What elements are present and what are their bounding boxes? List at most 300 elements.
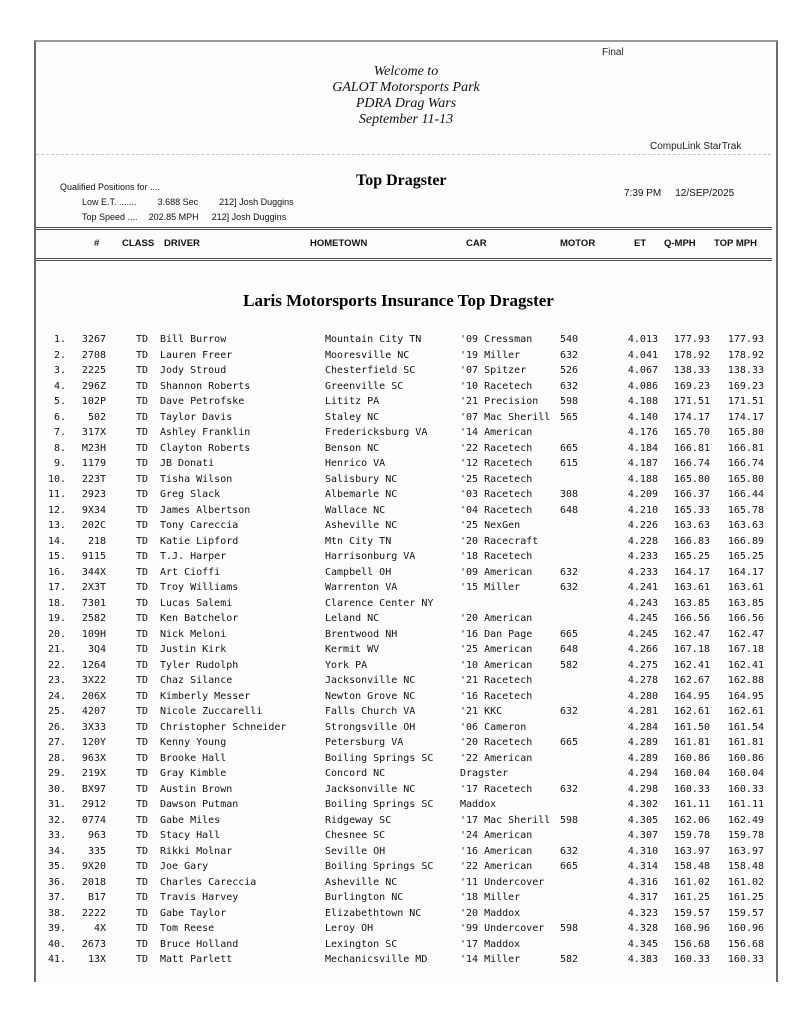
row-position: 9.	[53, 458, 66, 469]
table-row	[36, 906, 772, 922]
hometown: Lexington SC	[325, 938, 398, 950]
car-make: '99 Undercover	[460, 923, 545, 934]
hometown: Campbell OH	[325, 566, 392, 578]
class-code: TD	[136, 923, 149, 934]
driver-name: Joe Gary	[160, 861, 209, 872]
hometown: Leland NC	[325, 613, 380, 624]
motor-size: 632	[560, 845, 579, 857]
car-make: '20 American	[460, 613, 533, 624]
low-et-entry: 212] Josh Duggins	[219, 197, 294, 207]
qualifying-mph: 178.92	[673, 349, 710, 361]
row-position: 34.	[47, 845, 66, 857]
qualifying-mph: 162.41	[673, 659, 710, 671]
row-position: 6.	[53, 411, 66, 423]
class-code: TD	[136, 830, 149, 841]
elapsed-time: 4.013	[627, 334, 658, 345]
motor-size: 665	[560, 442, 579, 454]
class-code: TD	[136, 473, 149, 485]
table-row	[36, 549, 772, 565]
class-code: TD	[136, 597, 149, 609]
car-number: 223T	[81, 473, 106, 485]
qualifying-mph: 162.06	[673, 814, 710, 826]
driver-name: Gray Kimble	[160, 768, 227, 779]
driver-name: Travis Harvey	[160, 892, 239, 903]
hometown: York PA	[325, 659, 368, 671]
hometown: Benson NC	[325, 442, 380, 454]
driver-name: Shannon Roberts	[160, 380, 251, 392]
car-number: B17	[87, 892, 106, 903]
top-mph: 163.85	[727, 597, 764, 609]
motor-size: 632	[560, 706, 579, 717]
table-row	[36, 859, 772, 875]
hometown: Salisbury NC	[325, 473, 398, 485]
class-code: TD	[136, 427, 149, 438]
car-number: 9X20	[81, 861, 106, 872]
class-code: TD	[136, 613, 149, 624]
class-code: TD	[136, 520, 149, 531]
row-position: 31.	[47, 799, 66, 810]
row-position: 4.	[53, 380, 66, 392]
col-header-qmph: Q-MPH	[664, 238, 696, 249]
car-number: 296Z	[81, 380, 106, 392]
elapsed-time: 4.226	[627, 520, 658, 531]
qualifying-mph: 166.74	[673, 458, 710, 469]
row-position: 35.	[47, 861, 66, 872]
row-position: 23.	[47, 675, 66, 686]
qualifying-mph: 159.57	[673, 907, 710, 919]
top-mph: 167.18	[727, 644, 764, 655]
class-code: TD	[136, 876, 149, 888]
event-name: PDRA Drag Wars	[355, 96, 457, 111]
hometown: Concord NC	[325, 768, 386, 779]
car-number: 9115	[81, 551, 106, 562]
driver-name: Bruce Holland	[160, 938, 239, 950]
hometown: Ridgeway SC	[325, 814, 392, 826]
row-position: 21.	[47, 644, 66, 655]
top-speed-row	[60, 210, 294, 225]
row-position: 1.	[53, 334, 66, 345]
col-header-driver: DRIVER	[164, 238, 200, 249]
hometown: Leroy OH	[325, 923, 374, 934]
qualifying-mph: 171.51	[673, 396, 710, 407]
car-make: Dragster	[460, 768, 509, 779]
table-row	[36, 952, 772, 968]
qualifying-mph: 163.63	[673, 520, 710, 531]
class-code: TD	[136, 535, 149, 547]
car-make: '22 American	[460, 752, 533, 764]
table-row	[36, 875, 772, 891]
driver-name: Lucas Salemi	[160, 597, 233, 609]
top-mph: 178.92	[727, 349, 764, 361]
row-position: 14.	[47, 535, 66, 547]
driver-name: Kimberly Messer	[160, 690, 251, 702]
top-mph: 166.81	[727, 442, 764, 454]
car-make: '10 American	[460, 659, 533, 671]
elapsed-time: 4.310	[627, 845, 658, 857]
car-number: 963X	[81, 752, 106, 764]
row-position: 25.	[47, 706, 66, 717]
car-number: 109H	[81, 628, 106, 640]
top-mph: 160.33	[727, 783, 764, 795]
table-row	[36, 921, 772, 937]
motor-size: 582	[560, 954, 579, 965]
hometown: Asheville NC	[325, 520, 398, 531]
driver-name: Christopher Schneider	[160, 721, 287, 733]
event-dates: September 11-13	[358, 112, 454, 127]
class-code: TD	[136, 411, 149, 423]
class-code: TD	[136, 349, 149, 361]
hometown: Elizabethtown NC	[325, 907, 422, 919]
elapsed-time: 4.314	[627, 861, 658, 872]
hometown: Newton Grove NC	[325, 690, 416, 702]
top-mph: 174.17	[727, 411, 764, 423]
qualifying-mph: 160.33	[673, 954, 710, 965]
car-make: '25 American	[460, 644, 533, 655]
driver-name: Dawson Putman	[160, 799, 239, 810]
top-mph: 164.17	[727, 566, 764, 578]
motor-size: 565	[560, 411, 579, 423]
elapsed-time: 4.307	[627, 830, 658, 841]
car-make: '20 Racecraft	[460, 535, 539, 547]
motor-size: 540	[560, 334, 579, 345]
qualifying-mph: 162.61	[673, 706, 710, 717]
driver-name: Ashley Franklin	[160, 427, 251, 438]
row-position: 13.	[47, 520, 66, 531]
motor-size: 632	[560, 582, 579, 593]
qualifying-mph: 166.83	[673, 535, 710, 547]
timestamp	[624, 188, 734, 199]
qualifying-mph: 177.93	[673, 334, 710, 345]
elapsed-time: 4.316	[627, 876, 658, 888]
hometown: Mtn City TN	[325, 535, 392, 547]
car-make: '19 Miller	[460, 349, 521, 361]
top-mph: 169.23	[727, 380, 764, 392]
top-mph: 165.25	[727, 551, 764, 562]
table-row	[36, 379, 772, 395]
car-number: 2222	[81, 907, 106, 919]
table-row	[36, 689, 772, 705]
motor-size: 598	[560, 923, 579, 934]
elapsed-time: 4.140	[627, 411, 658, 423]
row-position: 8.	[53, 442, 66, 454]
top-mph: 160.86	[727, 752, 764, 764]
hometown: Kermit WV	[325, 644, 380, 655]
driver-name: T.J. Harper	[160, 551, 227, 562]
table-row	[36, 937, 772, 953]
class-code: TD	[136, 907, 149, 919]
elapsed-time: 4.241	[627, 582, 658, 593]
qualifying-mph: 161.11	[673, 799, 710, 810]
top-mph: 177.93	[727, 334, 764, 345]
top-mph: 162.61	[727, 706, 764, 717]
top-mph: 164.95	[727, 690, 764, 702]
col-header-car: CAR	[466, 238, 487, 249]
table-row	[36, 394, 772, 410]
car-number: 317X	[81, 427, 106, 438]
time-label: 7:39 PM	[624, 188, 662, 199]
car-number: 7301	[81, 597, 106, 609]
elapsed-time: 4.245	[627, 613, 658, 624]
table-row	[36, 611, 772, 627]
car-number: M23H	[81, 442, 106, 454]
top-mph: 166.44	[727, 489, 764, 500]
table-row	[36, 813, 772, 829]
hometown: Falls Church VA	[325, 706, 416, 717]
car-number: 3X33	[81, 721, 106, 733]
qualifying-mph: 158.48	[673, 861, 710, 872]
driver-name: Justin Kirk	[160, 644, 227, 655]
top-speed-label: Top Speed ....	[82, 212, 138, 222]
row-position: 37.	[47, 892, 66, 903]
car-make: '15 Miller	[460, 582, 521, 593]
elapsed-time: 4.067	[627, 365, 658, 376]
qualifying-mph: 160.86	[673, 752, 710, 764]
table-row	[36, 627, 772, 643]
qualifying-mph: 161.02	[673, 876, 710, 888]
elapsed-time: 4.284	[627, 721, 658, 733]
class-code: TD	[136, 954, 149, 965]
top-mph: 166.56	[727, 613, 764, 624]
motor-size: 308	[560, 489, 579, 500]
class-code: TD	[136, 489, 149, 500]
hometown: Strongsville OH	[325, 721, 416, 733]
car-make: '17 Mac Sherill	[460, 814, 551, 826]
low-et-row	[60, 195, 294, 210]
car-make: '04 Racetech	[460, 504, 533, 516]
driver-name: Tyler Rudolph	[160, 659, 239, 671]
driver-name: Bill Burrow	[160, 334, 227, 345]
car-number: 206X	[81, 690, 106, 702]
class-code: TD	[136, 442, 149, 454]
car-number: 9X34	[81, 504, 106, 516]
motor-size: 598	[560, 396, 579, 407]
car-make: '20 Racetech	[460, 737, 533, 748]
elapsed-time: 4.086	[627, 380, 658, 392]
top-mph: 161.81	[727, 737, 764, 748]
car-number: 2673	[81, 938, 106, 950]
row-position: 39.	[47, 923, 66, 934]
table-row	[36, 410, 772, 426]
car-number: 202C	[81, 520, 106, 531]
car-make: '18 Miller	[460, 892, 521, 903]
qualifying-mph: 160.96	[673, 923, 710, 934]
qualifying-mph: 164.95	[673, 690, 710, 702]
car-make: '07 Spitzer	[460, 365, 527, 376]
class-code: TD	[136, 706, 149, 717]
car-make: '21 Racetech	[460, 675, 533, 686]
qualifying-mph: 159.78	[673, 830, 710, 841]
driver-name: Brooke Hall	[160, 752, 227, 764]
row-position: 28.	[47, 752, 66, 764]
qualifying-mph: 166.81	[673, 442, 710, 454]
car-make: '21 Precision	[460, 396, 539, 407]
top-mph: 162.49	[727, 814, 764, 826]
motor-size: 665	[560, 737, 579, 748]
row-position: 40.	[47, 938, 66, 950]
qualifying-mph: 138.33	[673, 365, 710, 376]
driver-name: Taylor Davis	[160, 411, 233, 423]
class-code: TD	[136, 721, 149, 733]
top-speed-value: 202.85 MPH	[148, 212, 199, 222]
elapsed-time: 4.108	[627, 396, 658, 407]
elapsed-time: 4.188	[627, 473, 658, 485]
top-mph: 160.33	[727, 954, 764, 965]
hometown: Harrisonburg VA	[325, 551, 416, 562]
table-row	[36, 565, 772, 581]
col-header-et: ET	[634, 238, 647, 249]
driver-name: Greg Slack	[160, 489, 221, 500]
hometown: Greenville SC	[325, 380, 404, 392]
car-number: 2912	[81, 799, 106, 810]
class-code: TD	[136, 737, 149, 748]
car-make: '24 American	[460, 830, 533, 841]
car-number: 219X	[81, 768, 106, 779]
car-number: 2923	[81, 489, 106, 500]
class-code: TD	[136, 690, 149, 702]
car-number: 120Y	[81, 737, 106, 748]
row-position: 29.	[47, 768, 66, 779]
class-code: TD	[136, 582, 149, 593]
driver-name: Lauren Freer	[160, 349, 233, 361]
header-rule-top	[36, 227, 772, 230]
table-row	[36, 580, 772, 596]
top-mph: 161.11	[727, 799, 764, 810]
hometown: Wallace NC	[325, 504, 386, 516]
top-mph: 161.25	[727, 892, 764, 903]
top-mph: 162.41	[727, 659, 764, 671]
driver-name: Nicole Zuccarelli	[160, 706, 263, 717]
car-number: 3Q4	[87, 644, 106, 655]
top-mph: 165.78	[727, 504, 764, 516]
timing-system-label: CompuLink StarTrak	[650, 141, 742, 152]
class-code: TD	[136, 675, 149, 686]
driver-name: James Albertson	[160, 504, 251, 516]
qualifying-mph: 174.17	[673, 411, 710, 423]
table-row	[36, 751, 772, 767]
row-position: 2.	[53, 349, 66, 361]
class-code: TD	[136, 659, 149, 671]
hometown: Albemarle NC	[325, 489, 398, 500]
elapsed-time: 4.345	[627, 938, 658, 950]
car-number: 2582	[81, 613, 106, 624]
low-et-value: 3.688 Sec	[157, 197, 199, 207]
car-make: '03 Racetech	[460, 489, 533, 500]
motor-size: 615	[560, 458, 579, 469]
qualifying-mph: 163.85	[673, 597, 710, 609]
row-position: 16.	[47, 566, 66, 578]
elapsed-time: 4.317	[627, 892, 658, 903]
qualifying-mph: 161.25	[673, 892, 710, 903]
motor-size: 598	[560, 814, 579, 826]
qualifying-mph: 164.17	[673, 566, 710, 578]
table-row	[36, 456, 772, 472]
car-make: '06 Cameron	[460, 721, 527, 733]
table-row	[36, 782, 772, 798]
table-row	[36, 642, 772, 658]
row-position: 17.	[47, 582, 66, 593]
top-mph: 162.47	[727, 628, 764, 640]
qualifying-mph: 166.56	[673, 613, 710, 624]
qualifying-mph: 169.23	[673, 380, 710, 392]
driver-name: Tisha Wilson	[160, 473, 233, 485]
qualified-heading: Qualified Positions for ....	[60, 182, 161, 192]
driver-name: Tom Reese	[160, 923, 215, 934]
qualifying-mph: 156.68	[673, 938, 710, 950]
car-number: 1264	[81, 659, 106, 671]
elapsed-time: 4.289	[627, 752, 658, 764]
driver-name: Art Cioffi	[160, 566, 221, 578]
table-row	[36, 518, 772, 534]
qualifying-mph: 162.47	[673, 628, 710, 640]
table-row	[36, 797, 772, 813]
car-make: '09 Cressman	[460, 334, 533, 345]
car-make: '20 Maddox	[460, 907, 521, 919]
table-row	[36, 441, 772, 457]
class-code: TD	[136, 566, 149, 578]
qualifying-mph: 165.80	[673, 473, 710, 485]
hometown: Chesnee SC	[325, 830, 386, 841]
hometown: Boiling Springs SC	[325, 861, 434, 872]
driver-name: JB Donati	[160, 458, 215, 469]
row-position: 36.	[47, 876, 66, 888]
results-list	[36, 332, 772, 968]
table-row	[36, 332, 772, 348]
qualifying-mph: 162.67	[673, 675, 710, 686]
car-make: '18 Racetech	[460, 551, 533, 562]
driver-name: Katie Lipford	[160, 535, 239, 547]
qualifying-mph: 167.18	[673, 644, 710, 655]
elapsed-time: 4.245	[627, 628, 658, 640]
driver-name: Jody Stroud	[160, 365, 227, 376]
table-row	[36, 348, 772, 364]
car-make: '14 Miller	[460, 954, 521, 965]
welcome-line: Welcome to	[373, 64, 439, 79]
table-row	[36, 596, 772, 612]
elapsed-time: 4.233	[627, 551, 658, 562]
driver-name: Gabe Miles	[160, 814, 221, 826]
top-mph: 161.02	[727, 876, 764, 888]
hometown: Brentwood NH	[325, 628, 398, 640]
car-make: '22 Racetech	[460, 442, 533, 454]
motor-size: 526	[560, 365, 579, 376]
row-position: 30.	[47, 783, 66, 795]
motor-size: 632	[560, 380, 579, 392]
elapsed-time: 4.184	[627, 442, 658, 454]
qualifying-mph: 165.33	[673, 504, 710, 516]
row-position: 7.	[53, 427, 66, 438]
table-row	[36, 425, 772, 441]
table-row	[36, 472, 772, 488]
class-code: TD	[136, 938, 149, 950]
car-make: '12 Racetech	[460, 458, 533, 469]
driver-name: Charles Careccia	[160, 876, 257, 888]
top-mph: 159.57	[727, 907, 764, 919]
driver-name: Troy Williams	[160, 582, 239, 593]
car-number: 335	[87, 845, 106, 857]
class-code: TD	[136, 768, 149, 779]
car-number: 218	[87, 535, 106, 547]
top-mph: 138.33	[727, 365, 764, 376]
elapsed-time: 4.041	[627, 349, 658, 361]
row-position: 3.	[53, 365, 66, 376]
row-position: 20.	[47, 628, 66, 640]
class-code: TD	[136, 752, 149, 764]
row-position: 26.	[47, 721, 66, 733]
low-et-label: Low E.T. .......	[82, 197, 137, 207]
driver-name: Matt Parlett	[160, 954, 233, 965]
car-make: '11 Undercover	[460, 876, 545, 888]
top-mph: 163.63	[727, 520, 764, 531]
